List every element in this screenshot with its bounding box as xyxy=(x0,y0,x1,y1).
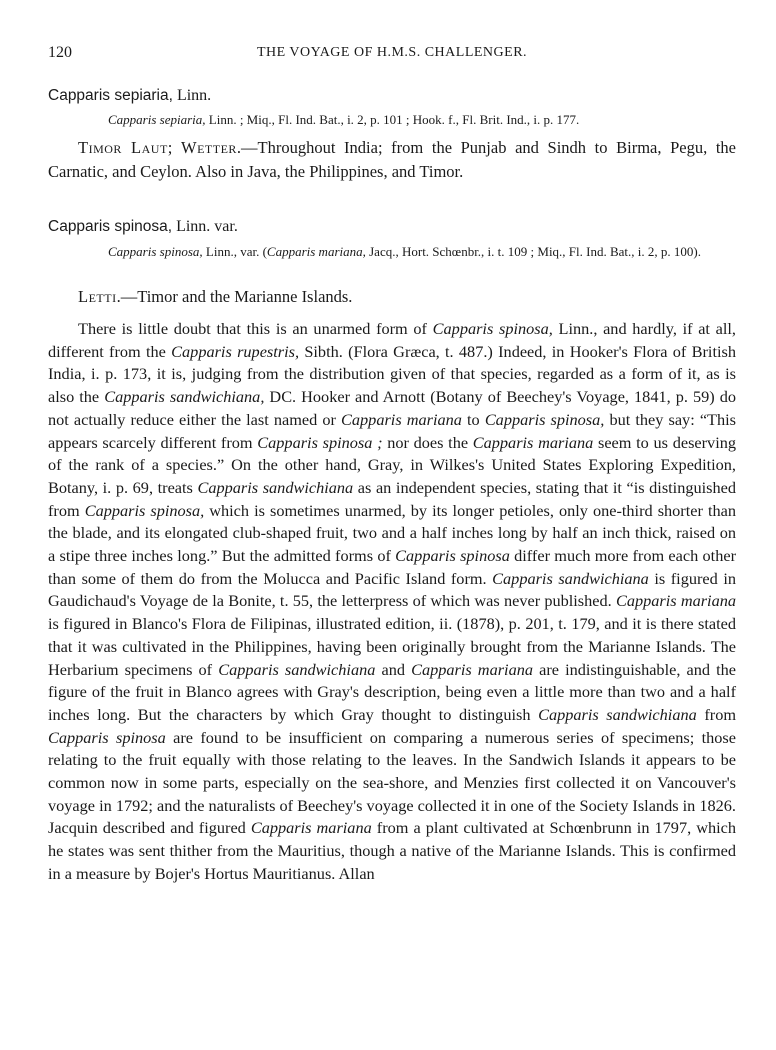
locality-2: Wetter xyxy=(181,138,237,157)
discussion-paragraph: There is little doubt that this is an unarmed form of Capparis spinosa, Linn., and hardly, if at all, different from the Capparis rupestris, Sibth. (Flora Græca, t. 487.) Indeed, in Hooker's Flora of British India, i. p. 173, it is, judging from the distribution given of that species, regarded as a form of it, as is also the Capparis sandwichiana, DC. Hooker and Arnott (Botany of Beechey's Voyage, 1841, p. 59) do not actually reduce either the last named or Capparis mariana to Capparis spinosa, but they say: “This appears scarcely different from Capparis spinosa ; nor does the Capparis mariana seem to us deserving of the rank of a species.” On the other hand, Gray, in Wilkes's United States Exploring Expedition, Botany, i. p. 69, treats Capparis sandwichiana as an independent species, stating that it “is distinguished from Capparis spinosa, which is sometimes unarmed, by its longer petioles, only one-third shorter than the blade, and its elongated club-shaped fruit, two and a half inches long by half an inch thick, raised on a stipe three inches long.” But the admitted forms of Capparis spinosa differ much more from each other than some of them do from the Molucca and Pacific Island form. Capparis sandwichiana is figured in Gaudichaud's Voyage de la Bonite, t. 55, the letterpress of which was never published. Capparis mariana is figured in Blanco's Flora de Filipinas, illustrated edition, ii. (1878), p. 201, t. 179, and it is there stated that it was cultivated in the Philippines, having been originally brought from the Marianne Islands. The Herbarium specimens of Capparis sandwichiana and Capparis mariana are indistinguishable, and the figure of the fruit in Blanco agrees with Gray's description, being even a little more than two and a half inches long. But the characters by which Gray thought to distinguish Capparis sandwichiana from Capparis spinosa are found to be insufficient on comparing a numerous series of specimens; those relating to the fruit equally with those relating to the leaves. In the Sandwich Islands it appears to be common now in some parts, especially on the sea-shore, and Menzies first collected it on Vancouver's voyage in 1792; and the naturalists of Beechey's voyage collected it in one of the Society Islands in 1826. Jacquin described and figured Capparis mariana from a plant cultivated at Schœnbrunn in 1797, which he states was sent thither from the Mauritius, though a native of the Marianne Islands. This is confirmed in a measure by Bojer's Hortus Mauritianus. Allan xyxy=(48,319,737,883)
page-header xyxy=(48,44,736,66)
species-authority: Linn. var. xyxy=(172,218,238,235)
distribution-text: .—Timor and the Marianne Islands. xyxy=(116,287,353,306)
running-head: THE VOYAGE OF H.M.S. CHALLENGER. xyxy=(256,45,528,60)
species-heading-spinosa xyxy=(48,218,238,236)
species-authority: Linn. xyxy=(172,87,212,104)
page-number: 120 xyxy=(48,44,72,61)
distribution-paragraph: Timor Laut; Wetter.—Throughout India; from the Punjab and Sindh to Birma, Pegu, the Carnatic, and Ceylon. Also in Java, the Philippines, and Timor. xyxy=(48,138,737,181)
distribution-text: .—Throughout India; from the Punjab and Sindh to Birma, Pegu, the Carnatic, and Ceylon. Also in Java, the Philippines, and Timor. xyxy=(48,138,737,181)
locality: Letti xyxy=(78,287,117,306)
ref-species-name: Capparis spinosa, xyxy=(108,244,203,259)
distribution-paragraph xyxy=(48,285,736,309)
synonymy-reference: Capparis spinosa, Linn., var. (Capparis mariana, Jacq., Hort. Schœnbr., i. t. 109 ; Miq., Fl. Ind. Bat., i. 2, p. 100). xyxy=(108,244,701,259)
species-name: Capparis sepiaria, xyxy=(48,87,173,104)
species-name: Capparis spinosa, xyxy=(48,218,173,235)
locality-1: Timor Laut xyxy=(78,138,168,157)
ref-citation: Jacq., Hort. Schœnbr., i. t. 109 ; Miq., Fl. Ind. Bat., i. 2, p. 100). xyxy=(365,244,701,259)
synonymy-reference xyxy=(108,110,736,129)
ref-citation: Linn. ; Miq., Fl. Ind. Bat., i. 2, p. 101 ; Hook. f., Fl. Brit. Ind., i. p. 177. xyxy=(205,112,580,127)
species-heading-sepiaria xyxy=(48,87,211,105)
ref-species-name: Capparis sepiaria, xyxy=(108,112,206,127)
ref-synonym-name: Capparis mariana, xyxy=(266,244,366,259)
